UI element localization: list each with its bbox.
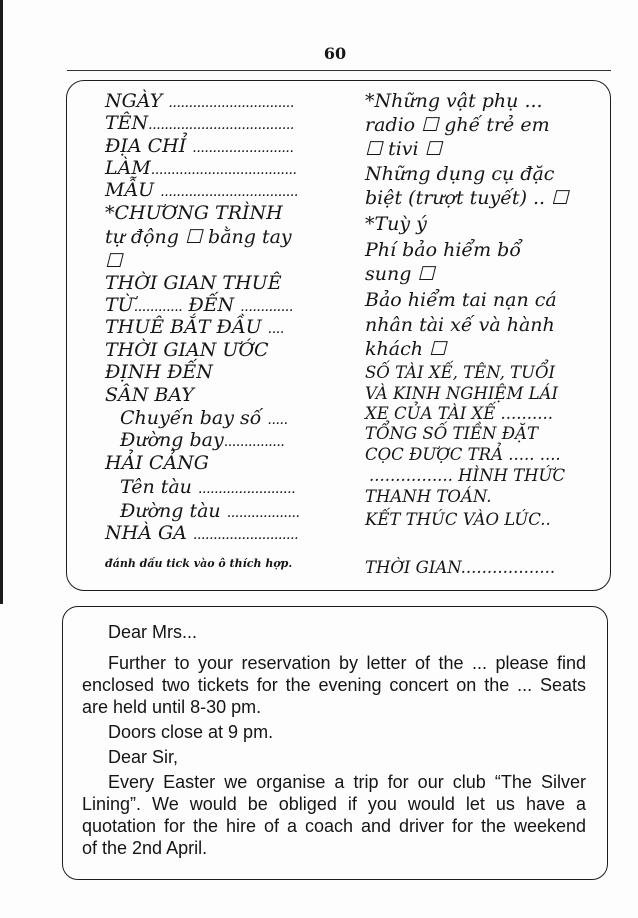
field-label: Đường bay (120, 429, 224, 451)
letter-paragraph-3-line-2: Lining”. We would be obliged if you would let us have a (82, 794, 586, 814)
program-heading: *CHƯƠNG TRÌNH (105, 202, 283, 224)
time-field: THỜI GIAN.................. (365, 558, 556, 577)
extras-tv: ☐ tivi ☐ (365, 138, 442, 160)
deposit-line-2: CỌC ĐƯỢC TRẢ ..... .... (365, 445, 561, 464)
field-label: LÀM (105, 157, 151, 179)
station-field (105, 522, 298, 546)
page-number: 60 (323, 44, 347, 63)
letter-paragraph-3-line-4: of the 2nd April. (82, 838, 208, 858)
dotted-leader: ............... (223, 434, 285, 450)
rental-start (105, 316, 284, 340)
field-label: ĐẾN (182, 294, 241, 316)
letter-paragraph-1-line-2: enclosed two tickets for the evening concert on the ... Seats (82, 675, 586, 695)
dotted-leader: ......................... (192, 140, 294, 156)
dotted-leader: .......................... (192, 527, 299, 543)
seaport-heading: HẢI CẢNG (105, 452, 209, 474)
extras-heading: *Những vật phụ ... (365, 90, 543, 112)
letter-salutation-2: Dear Sir, (108, 747, 179, 767)
letter-paragraph-2: Doors close at 9 pm. (108, 722, 274, 742)
letter-paragraph-3-line-1: Every Easter we organise a trip for our club “The Silver (108, 772, 586, 792)
field-lam (105, 157, 297, 181)
optional-heading: *Tuỳ ý (365, 213, 427, 235)
field-label: NHÀ GA (105, 522, 193, 544)
extra-insurance-line-1: Phí bảo hiểm bổ (365, 239, 521, 261)
accident-insurance-line-3: khách ☐ (365, 338, 447, 360)
end-time: KẾT THÚC VÀO LÚC.. (365, 510, 551, 529)
rental-period-heading: THỜI GIAN THUÊ (105, 272, 282, 294)
letter-paragraph-1-line-3: are held until 8-30 pm. (82, 697, 262, 717)
dotted-leader: .................. (226, 505, 300, 521)
dotted-leader: ............. (240, 299, 293, 315)
accident-insurance-line-1: Bảo hiểm tai nạn cá (365, 289, 557, 311)
rental-from-to (105, 294, 293, 318)
dotted-leader: ..... (267, 412, 288, 428)
driver-details-line-1: SỐ TÀI XẾ, TÊN, TUỔI (365, 363, 556, 382)
field-label: THUÊ BẮT ĐẦU (105, 316, 268, 338)
field-ngay (105, 90, 294, 114)
dotted-leader: ............ (133, 299, 183, 315)
tick-instruction: đánh dấu tick vào ô thích hợp. (105, 557, 293, 570)
extras-radio-child-seat: radio ☐ ghế trẻ em (365, 114, 550, 136)
payment-method-line-2: THANH TOÁN. (365, 487, 492, 506)
field-label: Chuyến bay số (120, 407, 268, 429)
field-label: Tên tàu (120, 476, 198, 498)
payment-method-line-1: ................ HÌNH THỨC (369, 466, 566, 485)
field-label: Đường tàu (120, 500, 227, 522)
ship-name (120, 476, 295, 500)
dotted-leader: .... (267, 321, 284, 337)
estimated-arrival-line-2: ĐỊNH ĐẾN (105, 361, 213, 383)
header-rule (67, 70, 611, 71)
letter-paragraph-1-line-1: Further to your reservation by letter of the ... please find (108, 653, 586, 673)
deposit-line-1: TỔNG SỐ TIỀN ĐẶT (365, 424, 538, 443)
field-ten (105, 112, 294, 136)
driver-details-line-2: VÀ KINH NGHIỆM LÁI (365, 384, 558, 403)
estimated-arrival-line-1: THỜI GIAN ƯỚC (105, 339, 269, 361)
scan-edge (0, 0, 3, 604)
letter-salutation-1: Dear Mrs... (108, 622, 198, 642)
dotted-leader: .................................. (160, 184, 298, 200)
flight-number (120, 407, 288, 431)
field-label: ĐỊA CHỈ (105, 135, 193, 157)
special-equipment-line-2: biệt (trượt tuyết) .. ☐ (365, 187, 569, 209)
flight-route (120, 429, 284, 453)
ship-route (120, 500, 300, 524)
dotted-leader: ........................ (197, 481, 296, 497)
dotted-leader: .................................... (150, 162, 297, 178)
driver-details-line-3: XE CỦA TÀI XẾ .......... (365, 404, 553, 423)
dotted-leader: .................................... (148, 117, 294, 133)
field-label: TỪ (105, 294, 134, 316)
field-label: MẪU (105, 179, 161, 201)
airport-heading: SÂN BAY (105, 384, 194, 406)
field-label: NGÀY (105, 90, 169, 112)
extra-insurance-line-2: sung ☐ (365, 263, 435, 285)
special-equipment-line-1: Những dụng cụ đặc (365, 163, 555, 185)
program-checkbox: ☐ (105, 250, 123, 272)
dotted-leader: ............................... (168, 95, 294, 111)
field-label: TÊN (105, 112, 149, 134)
field-mau (105, 179, 298, 203)
program-options: tự động ☐ bằng tay (105, 226, 292, 248)
accident-insurance-line-2: nhân tài xế và hành (365, 314, 555, 336)
field-dia-chi (105, 135, 294, 159)
letter-paragraph-3-line-3: quotation for the hire of a coach and driver for the weekend (82, 816, 586, 836)
